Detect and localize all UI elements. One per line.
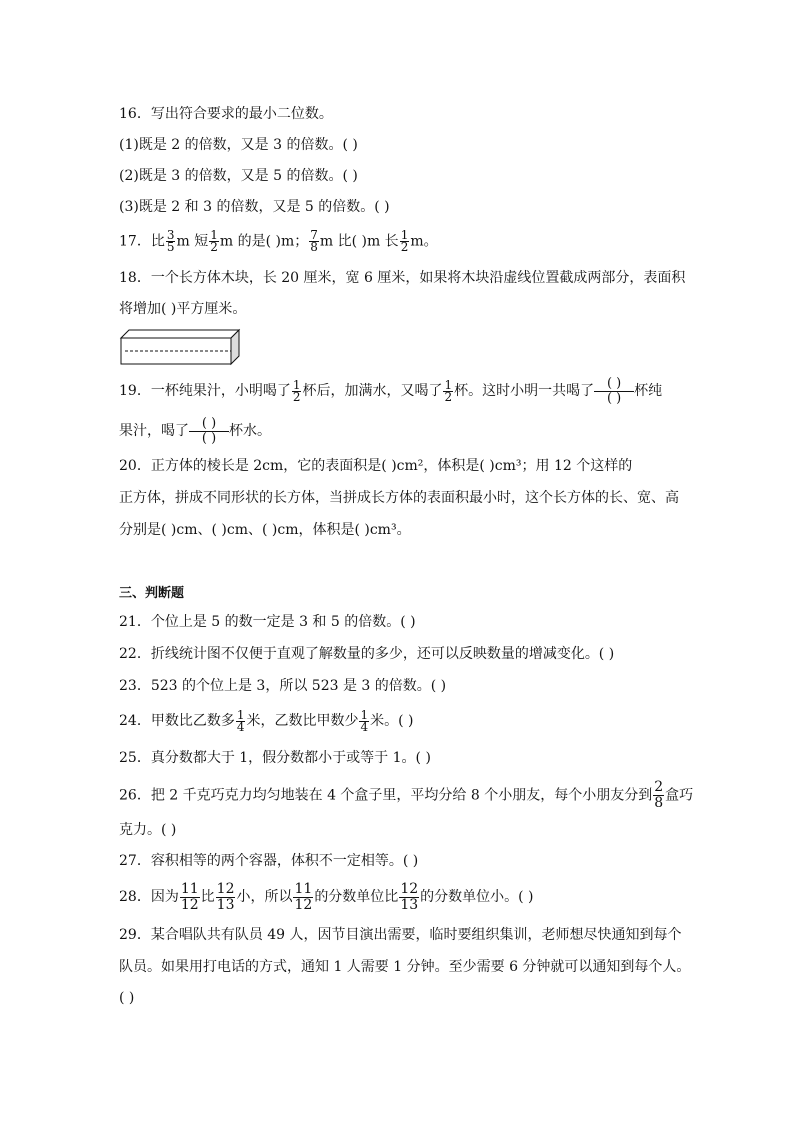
q17-fraction-3: $\frac{7}{8}$	[310, 228, 318, 254]
q24	[119, 708, 413, 734]
q28-fraction-3: $\frac{11}{12}$	[294, 880, 313, 913]
q19-line1	[119, 376, 662, 406]
q24-fraction-1: $\frac{1}{4}$	[236, 707, 245, 734]
q29-line2: 队员。如果用打电话的方式，通知 1 人需要 1 分钟。至少需要 6 分钟就可以通知到每个人。	[119, 959, 691, 975]
section-title-judgement: 三、判断题	[119, 586, 185, 601]
q17	[119, 230, 438, 253]
q17-text-c: m 的是( )m；	[219, 233, 309, 250]
q16-part3: (3)既是 2 和 3 的倍数，又是 5 的倍数。( )	[119, 199, 390, 215]
q29-line3: ( )	[119, 990, 135, 1006]
q19-text-l2b: 杯水。	[229, 423, 271, 439]
q23: 23．523 的个位上是 3，所以 523 是 3 的倍数。( )	[119, 678, 447, 694]
q18-line2: 将增加( )平方厘米。	[119, 301, 247, 317]
q28-text-d: 的分数单位比	[314, 889, 399, 905]
q25: 25．真分数都大于 1，假分数都小于或等于 1。( )	[119, 750, 431, 766]
q28-fraction-2: $\frac{12}{13}$	[216, 880, 235, 913]
q17-fraction-4: $\frac{1}{2}$	[400, 228, 409, 254]
q17-fraction-2: $\frac{1}{2}$	[210, 228, 218, 254]
q26-text-a: 26．把 2 千克巧克力均匀地装在 4 个盒子里，平均分给 8 个小朋友，每个小朋友分到	[119, 787, 653, 804]
q19-text-a: 19．一杯纯果汁，小明喝了	[119, 383, 291, 399]
q19-text-c: 杯。这时小明一共喝了	[454, 383, 595, 399]
q27: 27．容积相等的两个容器，体积不一定相等。( )	[119, 853, 419, 869]
q19-text-b: 杯后，加满水，又喝了	[302, 383, 443, 399]
q19-fraction-1: $\frac{1}{2}$	[292, 377, 301, 404]
q22: 22．折线统计图不仅便于直观了解数量的多少，还可以反映数量的增减变化。( )	[119, 646, 615, 662]
q28	[119, 881, 534, 913]
q16-part2: (2)既是 3 的倍数，又是 5 的倍数。( )	[119, 168, 358, 184]
q21: 21．个位上是 5 的数一定是 3 和 5 的倍数。( )	[119, 614, 416, 630]
q28-text-e: 的分数单位小。( )	[420, 889, 534, 905]
q26-fraction: $\frac{2}{8}$	[654, 779, 664, 811]
q28-text-a: 28．因为	[119, 889, 179, 905]
q17-text-e: m。	[410, 233, 438, 250]
cuboid-diagram	[119, 326, 243, 368]
q16-part1: (1)既是 2 的倍数，又是 3 的倍数。( )	[119, 137, 358, 153]
q28-fraction-1: $\frac{11}{12}$	[180, 880, 199, 913]
q20-line2: 正方体，拼成不同形状的长方体，当拼成长方体的表面积最小时，这个长方体的长、宽、高	[119, 490, 679, 506]
q17-fraction-1: $\frac{3}{5}$	[166, 228, 175, 254]
q20-line1: 20．正方体的棱长是 2cm，它的表面积是( )cm²，体积是( )cm³；用 12 个这样的	[119, 458, 633, 474]
q28-fraction-4: $\frac{12}{13}$	[400, 880, 419, 913]
q19-blank-fraction-1: ( ) ( )	[594, 377, 634, 406]
q17-text-b: m 短	[176, 233, 209, 250]
q28-text-c: 小，所以	[236, 889, 293, 905]
q19-text-l2a: 果汁，喝了	[119, 423, 189, 439]
q26-text-b: 盒巧	[665, 787, 694, 804]
q26-line2: 克力。( )	[119, 822, 177, 838]
q24-text-c: 米。( )	[370, 713, 414, 729]
q24-fraction-2: $\frac{1}{4}$	[360, 707, 369, 734]
q18-line1: 18．一个长方体木块，长 20 厘米，宽 6 厘米，如果将木块沿虚线位置截成两部分，表面积	[119, 270, 686, 286]
q17-text-d: m 比( )m 长	[319, 233, 399, 250]
q19-text-d: 杯纯	[634, 383, 663, 399]
q20-line3: 分别是( )cm、( )cm、( )cm，体积是( )cm³。	[119, 522, 411, 538]
q29-line1: 29．某合唱队共有队员 49 人，因节目演出需要，临时要组织集训，老师想尽快通知到每个	[119, 927, 682, 943]
q24-text-b: 米，乙数比甲数少	[246, 713, 359, 729]
q24-text-a: 24．甲数比乙数多	[119, 713, 235, 729]
q28-text-b: 比	[200, 889, 215, 905]
q19-fraction-2: $\frac{1}{2}$	[444, 377, 453, 404]
q19-line2	[119, 416, 271, 446]
q17-text-a: 17．比	[119, 233, 165, 250]
q26-line1	[119, 780, 693, 811]
q16-title: 16．写出符合要求的最小二位数。	[119, 106, 333, 122]
q19-blank-fraction-2: ( ) ( )	[189, 417, 229, 446]
